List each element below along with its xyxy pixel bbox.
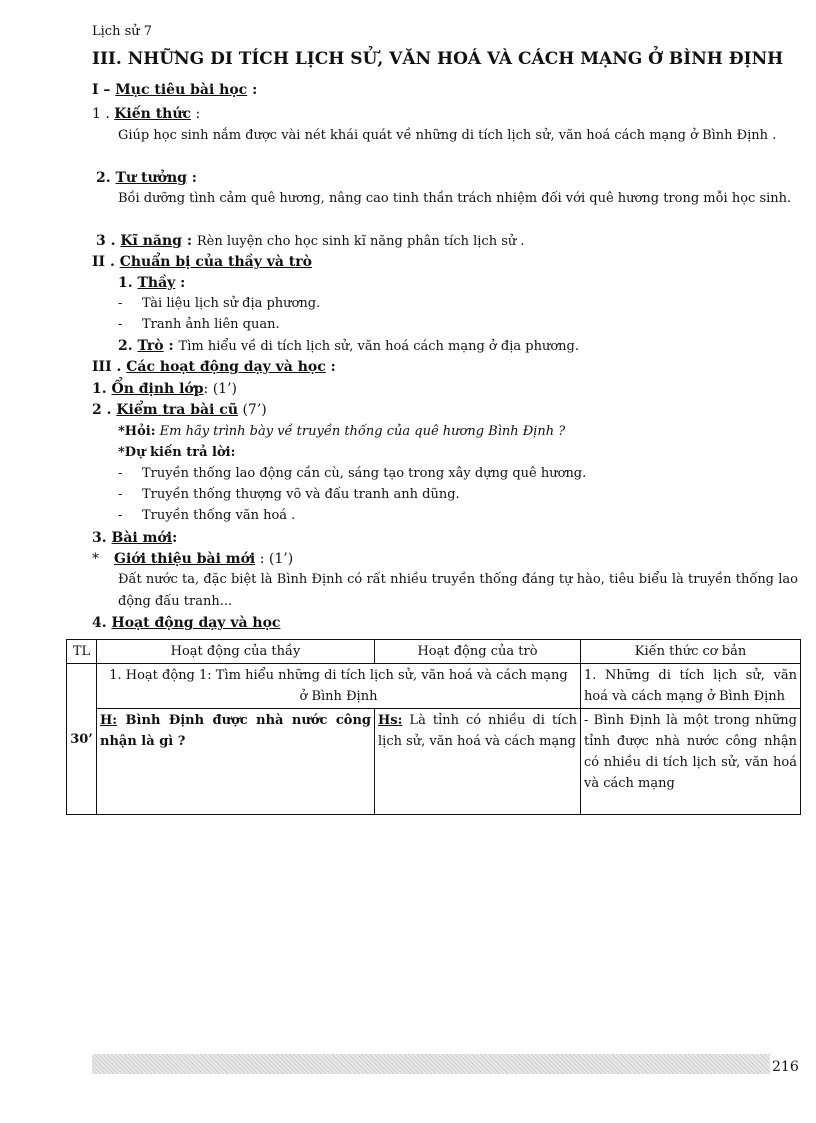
activities-num: 4. [92,615,112,631]
check-label: Kiểm tra bài cũ [116,402,238,418]
activity-knowledge-cell: 1. Những di tích lịch sử, văn hoá và cách mạng ở Bình Định [581,664,801,709]
answer-item-text: Truyền thống văn hoá . [142,508,296,523]
section3-heading [92,357,336,377]
stabilize-heading [92,379,237,399]
teacher-heading [118,273,185,293]
activity-title-cell: 1. Hoạt động 1: Tìm hiểu những di tích lịch sử, văn hoá và cách mạng ở Bình Định [97,664,581,709]
answer-item: - Truyền thống văn hoá . [118,508,296,523]
answer-item: - Truyền thống thượng võ và đấu tranh anh dũng. [118,487,460,502]
skill-suffix: : [181,233,197,249]
teacher-num: 1. [118,275,138,291]
answer-item-text: Truyền thống thượng võ và đấu tranh anh dũng. [142,487,460,502]
skill-heading [96,231,525,252]
teacher-cell [97,709,375,815]
student-cell-text: Là tỉnh có nhiều di tích lịch sử, văn hoá và cách mạng [378,713,577,749]
section1-heading [92,80,257,100]
new-lesson-heading [92,528,177,548]
thought-text: Bồi dưỡng tình cảm quê hương, nâng cao tinh thần trách nhiệm đối với quê hương trong mỗi học sinh. [118,191,792,206]
teacher-suffix: : [175,275,186,291]
skill-text: Rèn luyện cho học sinh kĩ năng phân tích lịch sử . [196,234,525,249]
section3-prefix: III . [92,359,127,375]
answer-label: *Dự kiến trả lời: [118,445,236,460]
thought-suffix: : [186,170,197,186]
teacher-item: - Tài liệu lịch sử địa phương. [118,296,321,311]
page-title: III. NHỮNG DI TÍCH LỊCH SỬ, VĂN HOÁ VÀ CÁCH MẠNG Ở BÌNH ĐỊNH [92,49,784,69]
section1-heading-text: Mục tiêu bài học [115,82,248,98]
section3-heading-text: Các hoạt động dạy và học [126,359,326,375]
student-text: Tìm hiểu về di tích lịch sử, văn hoá cách mạng ở địa phương. [178,339,579,354]
check-num: 2 . [92,402,117,418]
section3-suffix: : [325,359,336,375]
student-cell [375,709,581,815]
knowledge-cell: - Bình Định là một trong những tỉnh được nhà nước công nhận có nhiều di tích lịch sử, văn hoá và cách mạng [581,709,801,815]
check-heading [92,400,267,420]
teacher-item: - Tranh ảnh liên quan. [118,317,280,332]
header-student: Hoạt động của trò [375,640,581,664]
section2-heading-text: Chuẩn bị của thầy và trò [119,254,312,270]
intro-suffix: : (1’) [255,551,294,567]
thought-label: Tư tưởng [115,170,187,186]
teacher-cell-text: Bình Định được nhà nước công nhận là gì ? [100,713,371,749]
table-header-row [67,640,801,664]
teacher-item-text: Tranh ảnh liên quan. [142,317,280,332]
student-suffix: : [163,338,179,354]
new-lesson-label: Bài mới [111,530,173,546]
header-tl: TL [67,640,97,664]
stabilize-label: Ổn định lớp [111,381,204,397]
answer-item: - Truyền thống lao động cần cù, sáng tạo trong xây dựng quê hương. [118,466,587,481]
new-lesson-num: 3. [92,530,112,546]
stabilize-suffix: : (1’) [203,381,237,397]
section1-suffix: : [247,82,258,98]
header-teacher: Hoạt động của thầy [97,640,375,664]
intro-star: * [92,551,99,567]
time-cell: 30’ [67,664,97,815]
knowledge-suffix: : [191,106,201,122]
teacher-item-text: Tài liệu lịch sử địa phương. [142,296,321,311]
intro-label: Giới thiệu bài mới [114,551,256,567]
question-label: *Hỏi: [118,424,156,439]
subject-header: Lịch sử 7 [92,24,153,39]
knowledge-text: Giúp học sinh nắm được vài nét khái quát về những di tích lịch sử, văn hoá cách mạng ở Bình Định . [118,128,777,143]
question-text: Em hãy trình bày về truyền thống của quê hương Bình Định ? [155,424,566,439]
table-row [67,664,801,709]
thought-num: 2. [96,170,116,186]
stabilize-num: 1. [92,381,112,397]
table-row [67,709,801,815]
student-num: 2. [118,338,138,354]
activities-heading [92,613,280,633]
student-heading [118,336,579,357]
page-number: 216 [772,1059,799,1075]
section2-heading [92,252,312,272]
question [118,422,565,442]
skill-num: 3 . [96,233,121,249]
intro-text: Đất nước ta, đặc biệt là Bình Định có rất nhiều truyền thống đáng tự hào, tiêu biểu là truyền thống lao động đấu tranh... [118,572,798,609]
knowledge-num: 1 . [92,106,115,122]
activities-label: Hoạt động dạy và học [111,615,281,631]
new-lesson-suffix: : [172,530,178,546]
section1-prefix: I – [92,82,116,98]
skill-label: Kĩ năng [120,233,182,249]
teacher-cell-label: H: [100,713,118,728]
section2-prefix: II . [92,254,120,270]
answer-item-text: Truyền thống lao động cần cù, sáng tạo trong xây dựng quê hương. [142,466,587,481]
student-label: Trò [137,338,164,354]
lesson-table [66,639,801,815]
knowledge-heading [92,104,200,124]
check-suffix: (7’) [238,402,267,418]
footer-bar [92,1054,770,1074]
student-cell-label: Hs: [378,713,403,728]
knowledge-label: Kiến thức [114,106,192,122]
intro-heading [92,549,293,569]
teacher-label: Thầy [137,275,176,291]
thought-heading [96,168,197,188]
header-knowledge: Kiến thức cơ bản [581,640,801,664]
